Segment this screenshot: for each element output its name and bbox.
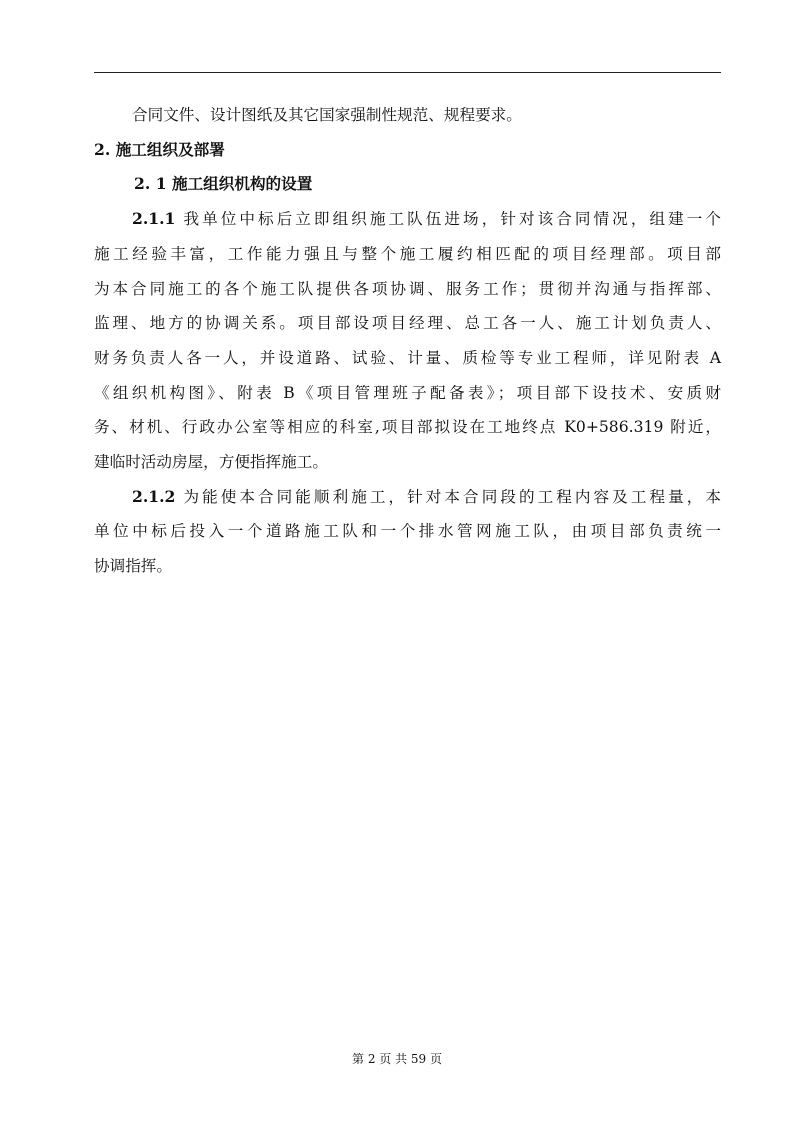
paragraph-2-1-1-number: 2.1.1 xyxy=(132,209,176,229)
document-body xyxy=(94,98,721,584)
section-2-1-heading: 2. 1 施工组织机构的设置 xyxy=(134,174,313,194)
paragraph-2-1-1-line-2: 施工经验丰富，工作能力强且与整个施工履约相匹配的项目经理部。项目部 xyxy=(94,244,721,263)
paragraph-2-1-1-line-6: 《组织机构图》、附表 B《项目管理班子配备表》；项目部下设技术、安质财 xyxy=(94,383,721,402)
page-footer: 第 2 页 共 59 页 xyxy=(352,1052,442,1066)
paragraph-2-1-1-line-3: 为本合同施工的各个施工队提供各项协调、服务工作；贯彻并沟通与指挥部、 xyxy=(94,279,721,298)
paragraph-text: 我单位中标后立即组织施工队伍进场，针对该合同情况，组建一个 xyxy=(183,210,721,229)
paragraph-text: 为能使本合同能顺利施工，针对本合同段的工程内容及工程量，本 xyxy=(183,487,721,506)
header-rule xyxy=(94,72,721,73)
paragraph-2-1-1-line-8: 建临时活动房屋，方便指挥施工。 xyxy=(94,453,328,472)
paragraph-2-1-2-line-2: 单位中标后投入一个道路施工队和一个排水管网施工队，由项目部负责统一 xyxy=(94,522,721,541)
intro-line: 合同文件、设计图纸及其它国家强制性规范、规程要求。 xyxy=(132,106,522,124)
paragraph-2-1-2-line-3: 协调指挥。 xyxy=(94,557,172,576)
paragraph-2-1-1-line-1 xyxy=(94,202,721,237)
paragraph-2-1-2-number: 2.1.2 xyxy=(132,486,176,506)
paragraph-2-1-1-line-7: 务、材机、行政办公室等相应的科室,项目部拟设在工地终点 K0+586.319 附近， xyxy=(94,418,721,437)
section-2-heading: 2. 施工组织及部署 xyxy=(94,139,225,159)
paragraph-2-1-1-line-4: 监理、地方的协调关系。项目部设项目经理、总工各一人、施工计划负责人、 xyxy=(94,314,721,333)
paragraph-2-1-2-line-1 xyxy=(94,480,721,515)
paragraph-2-1-1-line-5: 财务负责人各一人，并设道路、试验、计量、质检等专业工程师，详见附表 A xyxy=(94,348,721,367)
